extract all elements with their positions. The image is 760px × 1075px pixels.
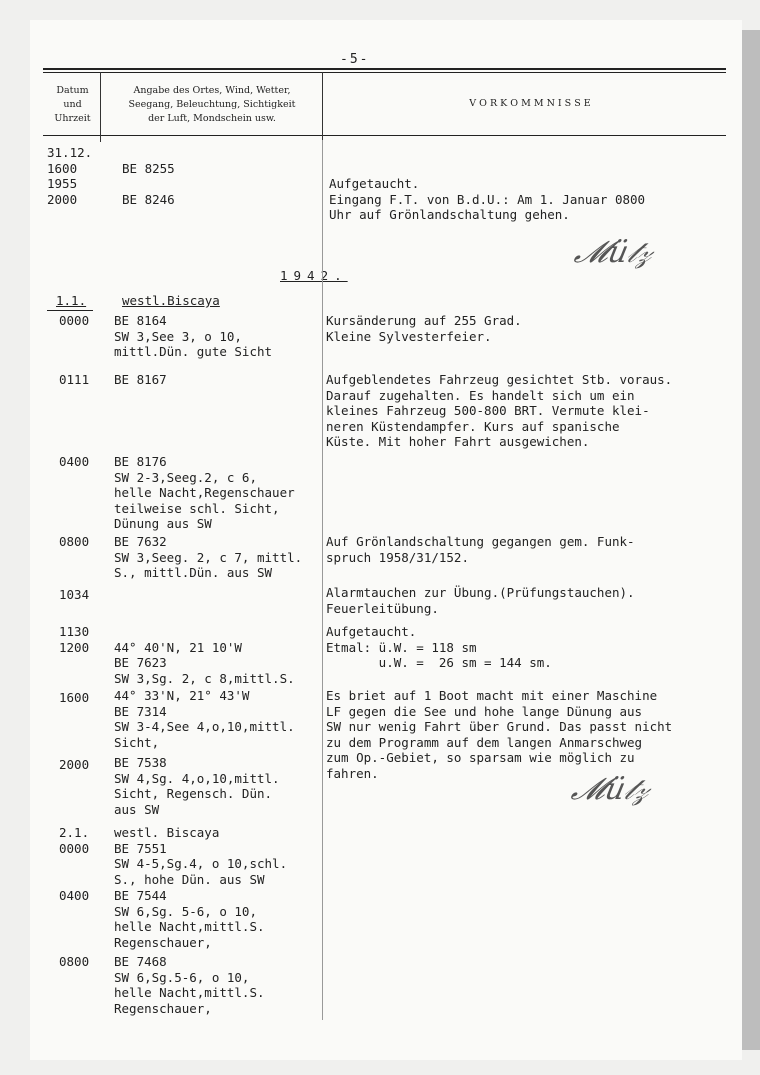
- header-events-column: V O R K O M M N I S S E: [469, 98, 591, 109]
- header-place-line-3: der Luft, Mondschein usw.: [148, 113, 276, 124]
- entry-event: Es briet auf 1 Boot macht mit einer Maschine LF gegen die See und hohe lange Dünung aus SW nur wenig Fahrt über Grund. Das passt nicht zu dem Programm auf dem langen Anmarschweg zum Op.-Gebiet, so sparsam wie möglich zu fahren.: [326, 688, 673, 781]
- page-edge-shadow: [742, 30, 760, 1050]
- entry-event: Aufgeblendetes Fahrzeug gesichtet Stb. voraus. Darauf zugehalten. Es handelt sich um ein kleines Fahrzeug 500-800 BRT. Vermute klei- neren Küstendampfer. Kurs auf spanische Küste. Mit hoher Fahrt ausgewichen.: [326, 372, 673, 449]
- signature-image-2: 𝓜ü𝓉𝓏: [568, 772, 653, 807]
- col-divider-1: [100, 72, 101, 142]
- entry-place: BE 7632 SW 3,Seeg. 2, c 7, mittl. S., mittl.Dün. aus SW: [114, 534, 303, 580]
- body-col-divider: [322, 140, 323, 1020]
- entry-place: 44° 40'N, 21 10'W BE 7623 SW 3,Sg. 2, c 8,mittl.S.: [114, 639, 295, 686]
- header-place-column: [104, 84, 320, 126]
- date-rule: [47, 310, 93, 311]
- entry-place: BE 8164 SW 3,See 3, o 10, mittl.Dün. gute Sicht: [114, 313, 273, 359]
- entry-place: 44° 33'N, 21° 43'W BE 7314 SW 3-4,See 4,o,10,mittl. Sicht,: [114, 688, 295, 750]
- entry-event: Auf Grönlandschaltung gegangen gem. Funk- spruch 1958/31/152.: [326, 534, 635, 565]
- page-number: -5-: [340, 52, 370, 67]
- date-heading: 1.1.: [56, 293, 87, 308]
- header-top-rule: [43, 68, 726, 70]
- entry-event: Aufgetaucht. Eingang F.T. von B.d.U.: Am 1. Januar 0800 Uhr auf Grönlandschaltung gehen.: [329, 176, 646, 222]
- entry-time: 0800: [59, 534, 90, 549]
- entry-time: 0400: [59, 888, 90, 903]
- entry-time: 0000: [59, 313, 90, 328]
- entry-event: Alarmtauchen zur Übung.(Prüfungstauchen). Feuerleitübung.: [326, 585, 635, 616]
- entry-place: BE 7544 SW 6,Sg. 5-6, o 10, helle Nacht,mittl.S. Regenschauer,: [114, 888, 265, 950]
- entry-event: Kursänderung auf 255 Grad. Kleine Sylvesterfeier.: [326, 313, 522, 344]
- entry-time: 1600: [59, 690, 90, 705]
- entry-place: BE 7468 SW 6,Sg.5-6, o 10, helle Nacht,mittl.S. Regenschauer,: [114, 954, 265, 1016]
- entry-time: 2.1. 0000: [59, 825, 90, 856]
- header-date-line-1: Datum: [56, 85, 89, 96]
- entry-place: BE 8167: [114, 372, 167, 387]
- entry-time: 0400: [59, 454, 90, 469]
- header-date-line-2: und: [63, 99, 82, 110]
- year-heading: 1942.: [280, 268, 348, 283]
- header-date-column: [45, 84, 100, 126]
- date-location: westl.Biscaya: [122, 293, 220, 308]
- header-bottom-rule: [43, 135, 726, 136]
- col-divider-2: [322, 72, 323, 142]
- entry-time: 1130 1200: [59, 624, 90, 655]
- entry-time: 0111: [59, 372, 90, 387]
- entry-event: Aufgetaucht. Etmal: ü.W. = 118 sm u.W. = 26 sm = 144 sm.: [326, 624, 552, 670]
- signature-image: 𝓜ü𝓉𝓏: [571, 235, 656, 270]
- entry-place: BE 8176 SW 2-3,Seeg.2, c 6, helle Nacht,Regenschauer teilweise schl. Sicht, Dünung aus SW: [114, 454, 295, 531]
- header-top-rule-2: [43, 72, 726, 73]
- header-place-line-2: Seegang, Beleuchtung, Sichtigkeit: [128, 99, 296, 110]
- entry-time: 0800: [59, 954, 90, 969]
- entry-time: 2000: [59, 757, 90, 772]
- header-place-line-1: Angabe des Ortes, Wind, Wetter,: [133, 85, 291, 96]
- entry-place: westl. Biscaya BE 7551 SW 4-5,Sg.4, o 10,schl. S., hohe Dün. aus SW: [114, 825, 288, 887]
- header-date-line-3: Uhrzeit: [54, 113, 91, 124]
- entry-place: BE 7538 SW 4,Sg. 4,o,10,mittl. Sicht, Regensch. Dün. aus SW: [114, 755, 280, 817]
- entry-place: BE 8255 BE 8246: [122, 160, 175, 207]
- entry-time: 1034: [59, 587, 90, 602]
- entry-time: 31.12. 1600 1955 2000: [47, 145, 93, 207]
